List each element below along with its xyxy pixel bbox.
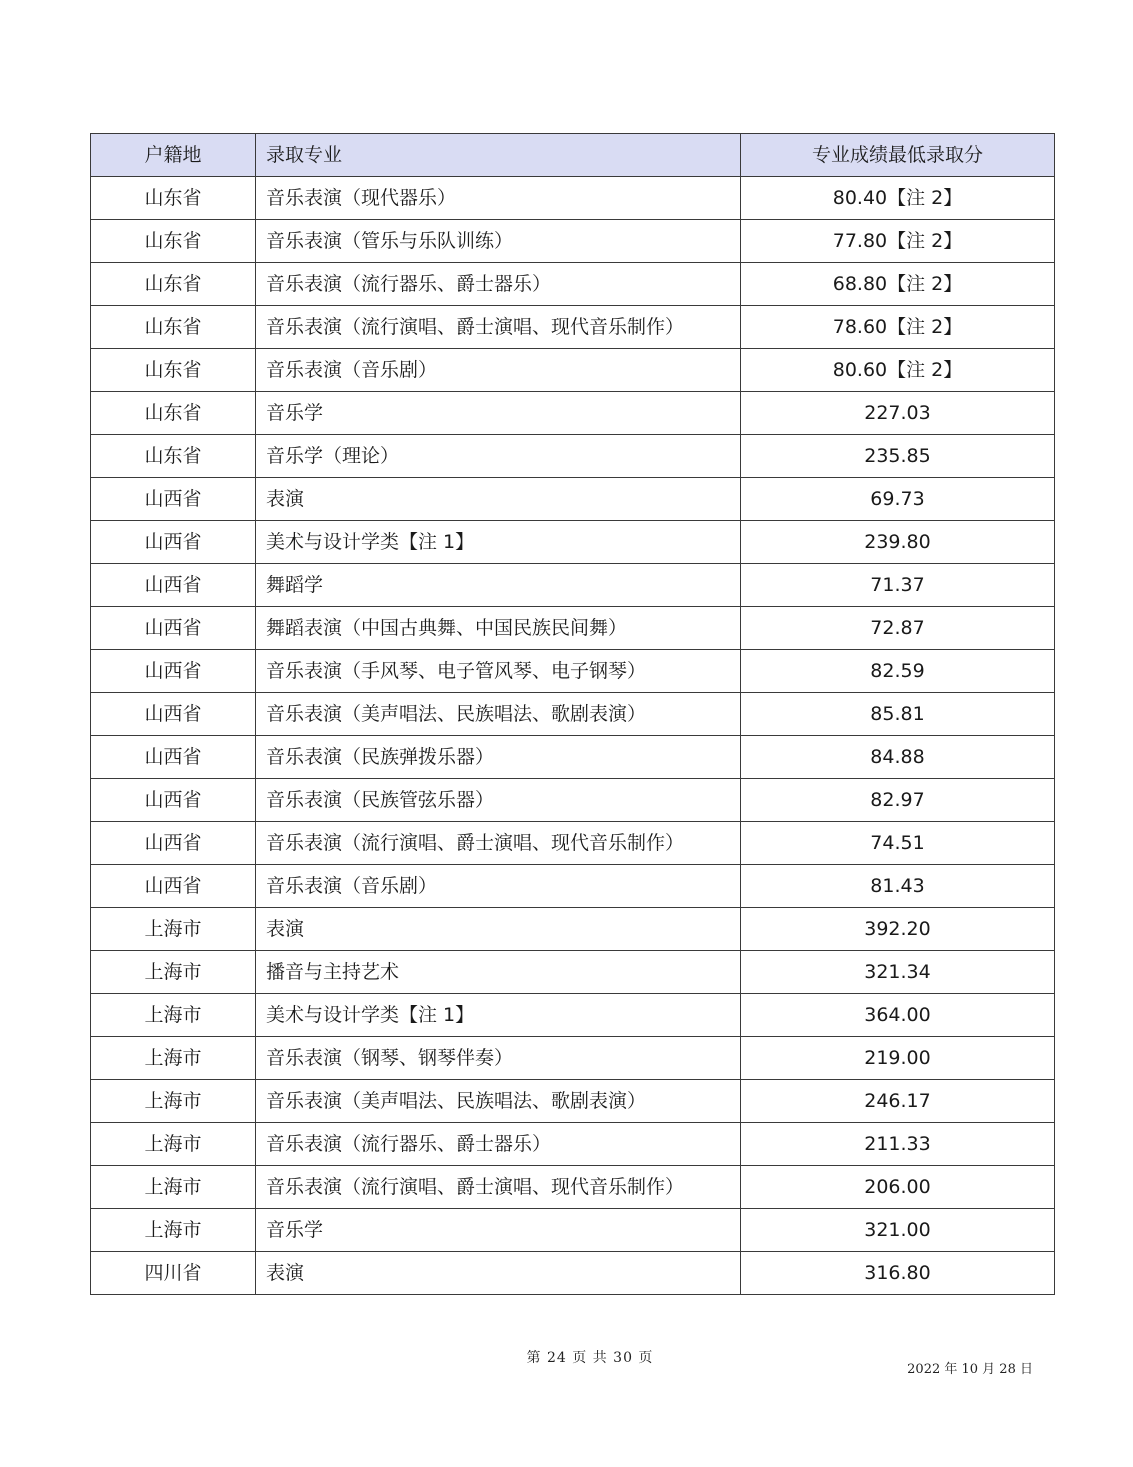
document-date: 2022 年 10 月 28 日 — [907, 1362, 1033, 1377]
table-row — [91, 736, 1055, 779]
table-row — [91, 650, 1055, 693]
table-row — [91, 908, 1055, 951]
cell-region: 山西省 — [91, 607, 256, 650]
cell-min-score: 392.20 — [741, 908, 1055, 951]
cell-region: 山西省 — [91, 650, 256, 693]
cell-min-score: 82.59 — [741, 650, 1055, 693]
cell-major: 音乐学 — [256, 1209, 741, 1252]
cell-region: 山西省 — [91, 822, 256, 865]
cell-region: 山东省 — [91, 306, 256, 349]
cell-major: 播音与主持艺术 — [256, 951, 741, 994]
cell-major: 音乐表演（流行演唱、爵士演唱、现代音乐制作） — [256, 306, 741, 349]
cell-major: 音乐表演（美声唱法、民族唱法、歌剧表演） — [256, 693, 741, 736]
page-number: 第 24 页 共 30 页 — [526, 1350, 654, 1366]
cell-region: 山东省 — [91, 392, 256, 435]
table-row — [91, 1166, 1055, 1209]
cell-min-score: 206.00 — [741, 1166, 1055, 1209]
cell-min-score: 84.88 — [741, 736, 1055, 779]
cell-region: 山东省 — [91, 177, 256, 220]
cell-min-score: 321.00 — [741, 1209, 1055, 1252]
table-row — [91, 349, 1055, 392]
cell-min-score: 78.60【注 2】 — [741, 306, 1055, 349]
cell-major: 音乐表演（音乐剧） — [256, 349, 741, 392]
cell-min-score: 235.85 — [741, 435, 1055, 478]
table-row — [91, 392, 1055, 435]
cell-min-score: 72.87 — [741, 607, 1055, 650]
table-row — [91, 994, 1055, 1037]
cell-region: 上海市 — [91, 1080, 256, 1123]
table-row — [91, 865, 1055, 908]
cell-min-score: 82.97 — [741, 779, 1055, 822]
table-row — [91, 1123, 1055, 1166]
cell-major: 音乐表演（手风琴、电子管风琴、电子钢琴） — [256, 650, 741, 693]
cell-region: 山东省 — [91, 349, 256, 392]
cell-major: 表演 — [256, 1252, 741, 1295]
cell-major: 音乐表演（民族管弦乐器） — [256, 779, 741, 822]
header-region: 户籍地 — [91, 134, 256, 177]
cell-region: 四川省 — [91, 1252, 256, 1295]
cell-region: 山东省 — [91, 435, 256, 478]
cell-min-score: 74.51 — [741, 822, 1055, 865]
cell-min-score: 239.80 — [741, 521, 1055, 564]
cell-min-score: 219.00 — [741, 1037, 1055, 1080]
cell-min-score: 81.43 — [741, 865, 1055, 908]
cell-major: 美术与设计学类【注 1】 — [256, 994, 741, 1037]
cell-major: 音乐表演（流行器乐、爵士器乐） — [256, 263, 741, 306]
table-row — [91, 1252, 1055, 1295]
cell-major: 音乐表演（流行演唱、爵士演唱、现代音乐制作） — [256, 822, 741, 865]
cell-major: 音乐表演（美声唱法、民族唱法、歌剧表演） — [256, 1080, 741, 1123]
cell-min-score: 321.34 — [741, 951, 1055, 994]
table-row — [91, 1209, 1055, 1252]
cell-major: 音乐学（理论） — [256, 435, 741, 478]
table-row — [91, 521, 1055, 564]
cell-min-score: 364.00 — [741, 994, 1055, 1037]
cell-region: 山东省 — [91, 220, 256, 263]
cell-major: 音乐表演（音乐剧） — [256, 865, 741, 908]
cell-major: 音乐表演（现代器乐） — [256, 177, 741, 220]
cell-major: 音乐表演（钢琴、钢琴伴奏） — [256, 1037, 741, 1080]
admission-score-table — [90, 133, 1055, 1295]
cell-min-score: 227.03 — [741, 392, 1055, 435]
cell-region: 山西省 — [91, 779, 256, 822]
table-row — [91, 478, 1055, 521]
cell-min-score: 80.40【注 2】 — [741, 177, 1055, 220]
cell-major: 表演 — [256, 908, 741, 951]
cell-major: 音乐表演（民族弹拨乐器） — [256, 736, 741, 779]
cell-major: 表演 — [256, 478, 741, 521]
cell-region: 上海市 — [91, 994, 256, 1037]
header-major: 录取专业 — [256, 134, 741, 177]
cell-region: 上海市 — [91, 1123, 256, 1166]
table-row — [91, 306, 1055, 349]
table-row — [91, 177, 1055, 220]
header-row — [91, 134, 1055, 177]
cell-region: 山西省 — [91, 564, 256, 607]
table-row — [91, 1037, 1055, 1080]
cell-min-score: 80.60【注 2】 — [741, 349, 1055, 392]
cell-region: 上海市 — [91, 1166, 256, 1209]
table-row — [91, 951, 1055, 994]
table-row — [91, 435, 1055, 478]
table-row — [91, 779, 1055, 822]
cell-major: 音乐表演（流行演唱、爵士演唱、现代音乐制作） — [256, 1166, 741, 1209]
cell-major: 美术与设计学类【注 1】 — [256, 521, 741, 564]
table-row — [91, 1080, 1055, 1123]
cell-region: 上海市 — [91, 1037, 256, 1080]
cell-region: 上海市 — [91, 1209, 256, 1252]
cell-region: 山西省 — [91, 736, 256, 779]
header-min-score: 专业成绩最低录取分 — [741, 134, 1055, 177]
cell-min-score: 69.73 — [741, 478, 1055, 521]
cell-major: 音乐表演（管乐与乐队训练） — [256, 220, 741, 263]
table-header — [91, 134, 1055, 177]
cell-major: 舞蹈学 — [256, 564, 741, 607]
cell-region: 上海市 — [91, 951, 256, 994]
cell-min-score: 77.80【注 2】 — [741, 220, 1055, 263]
table-row — [91, 263, 1055, 306]
table-row — [91, 607, 1055, 650]
cell-region: 山西省 — [91, 693, 256, 736]
cell-min-score: 211.33 — [741, 1123, 1055, 1166]
cell-min-score: 68.80【注 2】 — [741, 263, 1055, 306]
cell-major: 音乐学 — [256, 392, 741, 435]
table-row — [91, 564, 1055, 607]
cell-min-score: 316.80 — [741, 1252, 1055, 1295]
cell-min-score: 246.17 — [741, 1080, 1055, 1123]
cell-region: 山西省 — [91, 521, 256, 564]
cell-min-score: 71.37 — [741, 564, 1055, 607]
cell-region: 山西省 — [91, 865, 256, 908]
table-body — [91, 177, 1055, 1295]
table-row — [91, 822, 1055, 865]
table-row — [91, 693, 1055, 736]
cell-region: 山东省 — [91, 263, 256, 306]
cell-major: 舞蹈表演（中国古典舞、中国民族民间舞） — [256, 607, 741, 650]
cell-major: 音乐表演（流行器乐、爵士器乐） — [256, 1123, 741, 1166]
cell-min-score: 85.81 — [741, 693, 1055, 736]
cell-region: 上海市 — [91, 908, 256, 951]
table-row — [91, 220, 1055, 263]
cell-region: 山西省 — [91, 478, 256, 521]
